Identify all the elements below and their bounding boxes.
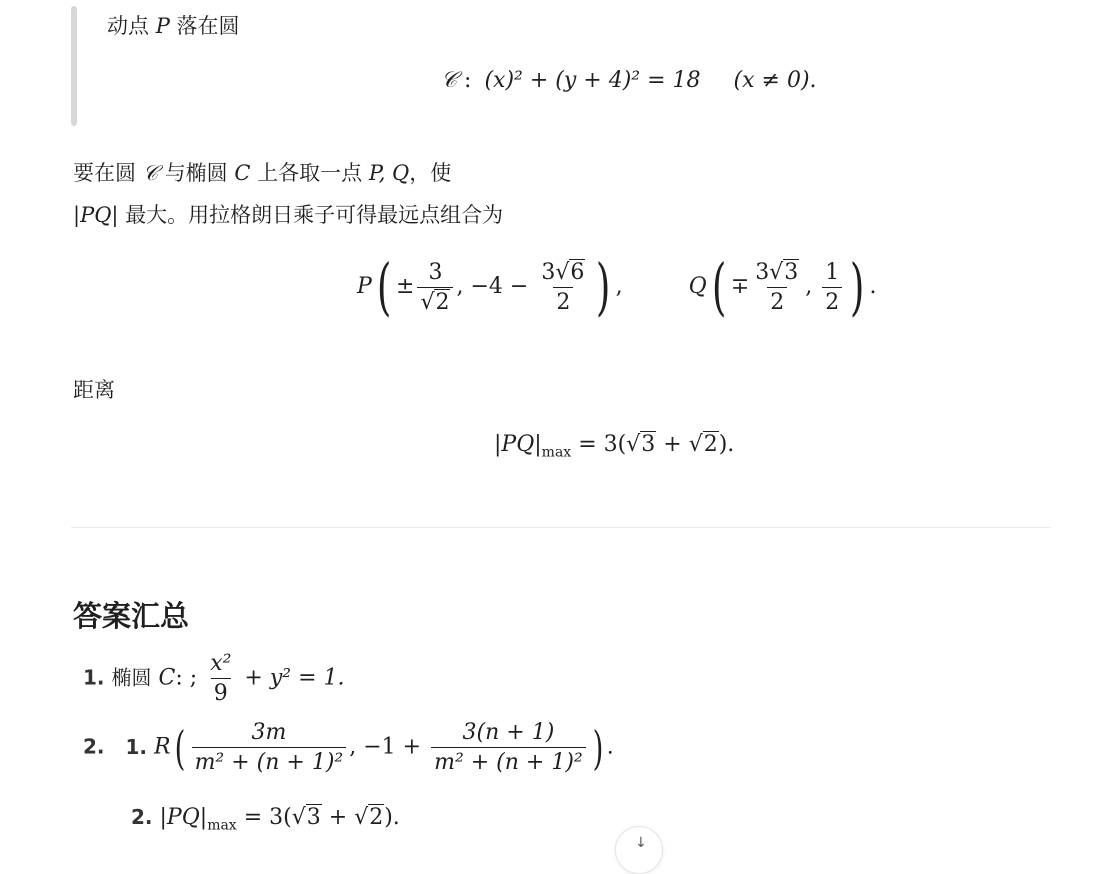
summary-item-2-2: 2. $|PQ|_{max} = 3(√3 + √2)$. (131, 805, 400, 834)
arrow-down-icon: ↓ (635, 835, 647, 851)
scroll-down-button[interactable] (615, 826, 663, 874)
summary-item-2: 2. 1. R( $\frac{3m}{\text{m² + (n + 1)²}}$ , −1 + $\frac{3(n + 1)}{\text{m² + (n + 1)²}}$ ) . (83, 720, 614, 775)
paragraph-line-2: |PQ| 最大。用拉格朗日乘子可得最远点组合为 (73, 203, 504, 227)
circle-equation: 𝒞 : (x)² + (y + 4)² = 18 (x ≠ 0). (441, 68, 817, 93)
max-distance-equation: $|PQ|_{max} = 3(√3 + √2)$. (494, 432, 735, 461)
section-divider (71, 527, 1051, 528)
farthest-points-equation: P( ± $\frac{3}{√2}$ , −4 − $\frac{3√6}{2}$ ) , Q( ∓ $\frac{3√3}{2}$ , $\frac{1}{2}$ ) . (357, 250, 877, 323)
summary-item-1: 1. 椭圆 C: ; $\frac{\text{x²}}{9}$ + y² = 1. (83, 651, 345, 706)
quote-intro: 动点 P 落在圆 (107, 14, 240, 38)
summary-heading: 答案汇总 (73, 599, 190, 633)
blockquote-bar (71, 6, 77, 126)
distance-label: 距离 (73, 378, 115, 402)
paragraph-line-1: 要在圆 𝒞 与椭圆 C 上各取一点 P, Q，使 (73, 161, 452, 185)
